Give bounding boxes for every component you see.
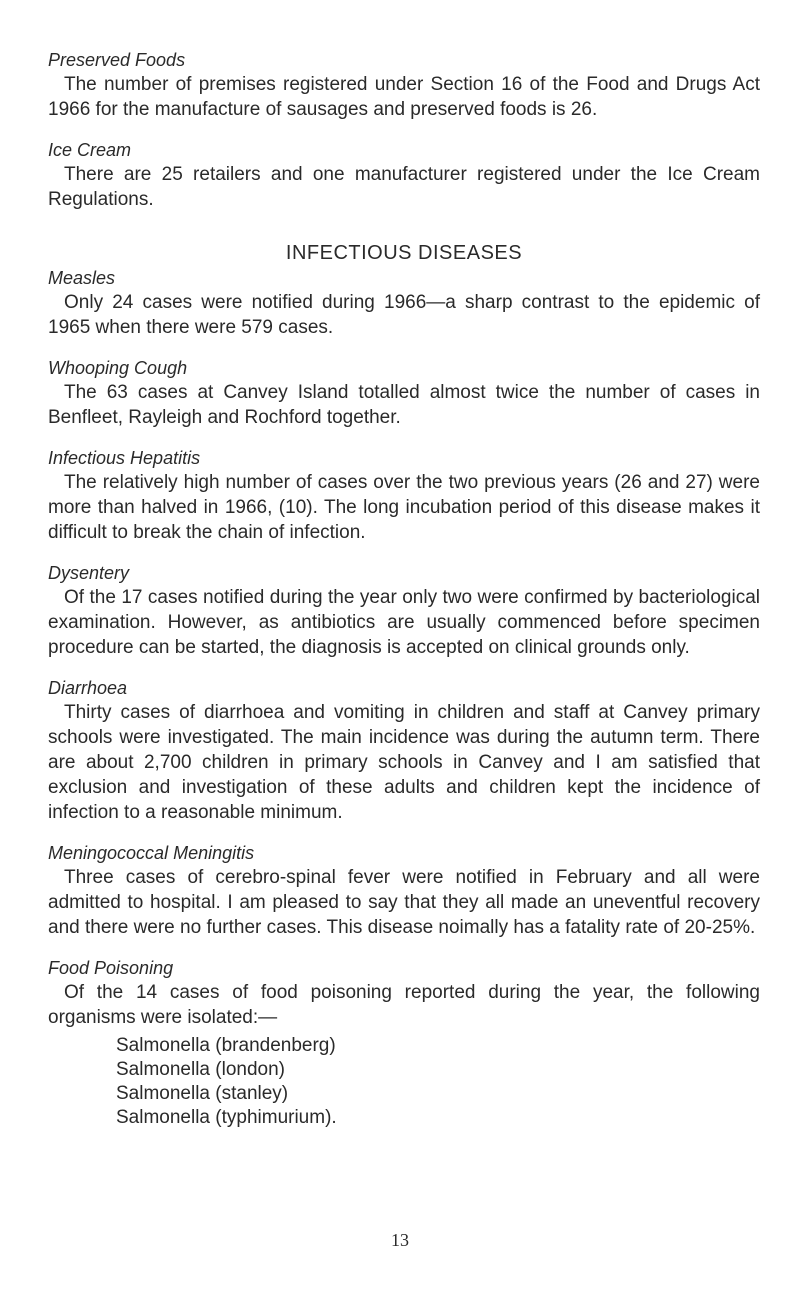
section-heading: Meningococcal Meningitis (48, 843, 255, 863)
list-item: Salmonella (london) (116, 1059, 285, 1080)
section-diarrhoea (48, 676, 760, 825)
section-infectious-hepatitis (48, 446, 760, 545)
section-heading: Dysentery (48, 563, 130, 583)
section-body: There are 25 retailers and one manufacturer registered under the Ice Cream Regulations. (48, 164, 760, 210)
section-heading: Preserved Foods (48, 50, 186, 70)
section-dysentery (48, 561, 760, 660)
section-heading: Food Poisoning (48, 958, 174, 978)
document-page (48, 48, 760, 1146)
section-body: Of the 17 cases notified during the year only two were confirmed by bacteriological examination. However, as antibiotics are usually commenced before specimen procedure can be started, the diagnosis is accepted on clinical grounds only. (48, 587, 760, 658)
organism-list (48, 1034, 760, 1130)
section-preserved-foods (48, 48, 760, 122)
section-body: Of the 14 cases of food poisoning reported during the year, the following organisms were isolated:— (48, 982, 760, 1028)
section-measles (48, 266, 760, 340)
page-number: 13 (391, 1230, 409, 1250)
section-heading: Measles (48, 268, 116, 288)
section-body: Thirty cases of diarrhoea and vomiting in children and staff at Canvey primary schools were investigated. The main incidence was during the autumn term. There are about 2,700 children in primary schools in Canvey and I am satisfied that exclusion and investigation of these adults and children kept the incidence of infection to a reasonable minimum. (48, 702, 760, 823)
list-item: Salmonella (brandenberg) (116, 1035, 336, 1056)
section-heading: Whooping Cough (48, 358, 188, 378)
infectious-diseases-title: INFECTIOUS DISEASES (285, 242, 523, 264)
section-food-poisoning (48, 956, 760, 1130)
list-item: Salmonella (typhimurium). (116, 1107, 337, 1128)
section-heading: Diarrhoea (48, 678, 128, 698)
section-body: Three cases of cerebro-spinal fever were notified in February and all were admitted to hospital. I am pleased to say that they all made an uneventful recovery and there were no further cases. This disease noimally has a fatality rate of 20-25%. (48, 867, 760, 938)
section-body: The relatively high number of cases over the two previous years (26 and 27) were more than halved in 1966, (10). The long incubation period of this disease makes it difficult to break the chain of infection. (48, 472, 760, 543)
section-ice-cream (48, 138, 760, 212)
section-body: Only 24 cases were notified during 1966—a sharp contrast to the epidemic of 1965 when there were 579 cases. (48, 292, 760, 338)
section-body: The 63 cases at Canvey Island totalled almost twice the number of cases in Benfleet, Rayleigh and Rochford together. (48, 382, 760, 428)
section-meningococcal-meningitis (48, 841, 760, 940)
section-heading: Infectious Hepatitis (48, 448, 201, 468)
section-whooping-cough (48, 356, 760, 430)
section-body: The number of premises registered under Section 16 of the Food and Drugs Act 1966 for the manufacture of sausages and preserved foods is 26. (48, 74, 760, 120)
list-item: Salmonella (stanley) (116, 1083, 289, 1104)
section-heading: Ice Cream (48, 140, 132, 160)
